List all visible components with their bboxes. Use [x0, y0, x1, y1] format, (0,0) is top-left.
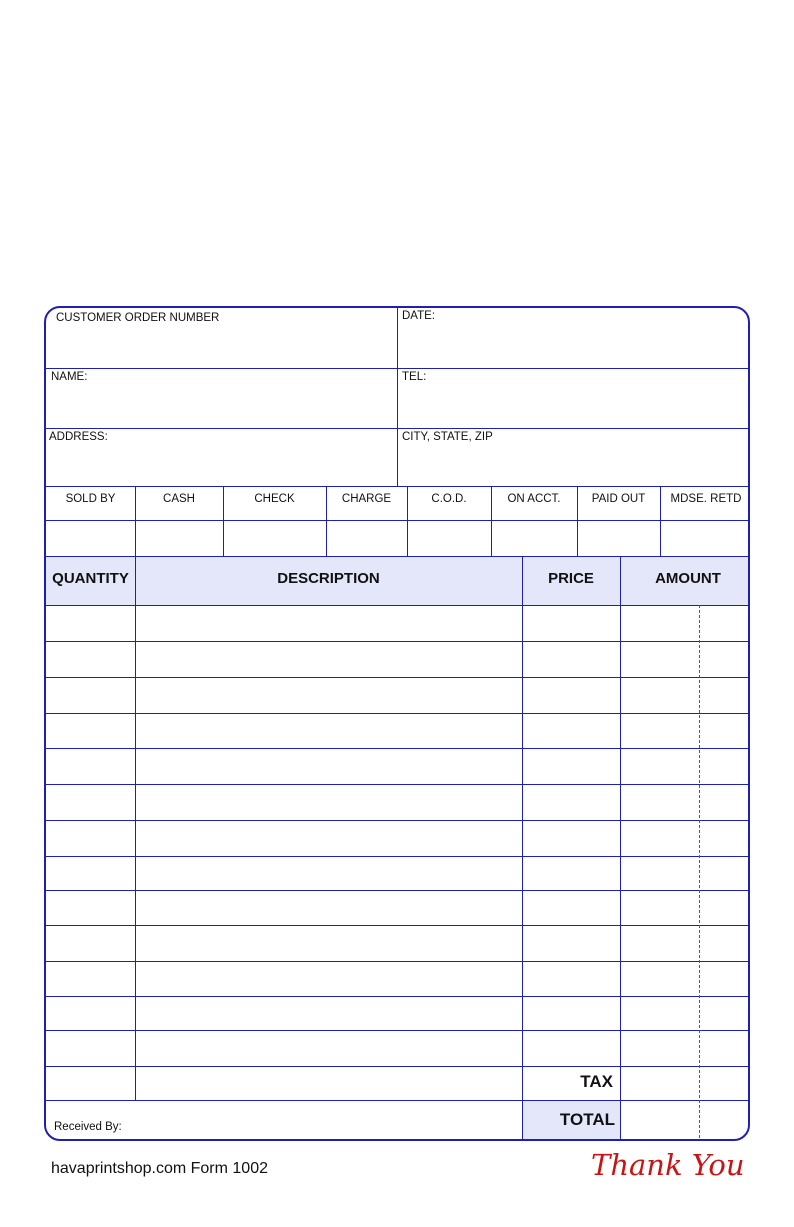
check-option: CHECK [254, 493, 295, 505]
table-row [46, 641, 748, 642]
amount-column-header: AMOUNT [655, 570, 721, 587]
table-row [46, 820, 748, 821]
total-label: TOTAL [559, 1110, 615, 1129]
table-row [46, 713, 748, 714]
description-column-header: DESCRIPTION [277, 570, 380, 587]
divider [491, 486, 492, 556]
table-row [46, 1066, 748, 1067]
received-by-label: Received By: [54, 1121, 122, 1133]
tax-label: TAX [580, 1072, 613, 1091]
divider [397, 308, 398, 486]
table-row [46, 1030, 748, 1031]
customer-order-number-label: CUSTOMER ORDER NUMBER [56, 312, 220, 324]
date-label: DATE: [402, 310, 436, 322]
merchandise-returned-option: MDSE. RETD [670, 493, 742, 505]
divider [46, 520, 748, 521]
divider [135, 557, 136, 1100]
divider [577, 486, 578, 556]
divider [135, 486, 136, 556]
on-account-option: ON ACCT. [507, 493, 561, 505]
divider [46, 486, 748, 487]
cod-option: C.O.D. [431, 493, 467, 505]
paid-out-option: PAID OUT [591, 493, 646, 505]
table-row [46, 996, 748, 997]
tel-label: TEL: [402, 371, 427, 383]
table-row [46, 784, 748, 785]
cents-divider [699, 605, 700, 1141]
divider [522, 557, 523, 1141]
divider [620, 557, 621, 1141]
divider [326, 486, 327, 556]
form-footer-text: havaprintshop.com Form 1002 [51, 1160, 268, 1177]
divider [223, 486, 224, 556]
table-row [46, 961, 748, 962]
price-column-header: PRICE [548, 570, 594, 587]
charge-option: CHARGE [341, 493, 392, 505]
city-state-zip-label: CITY, STATE, ZIP [402, 431, 493, 443]
name-label: NAME: [51, 371, 88, 383]
table-row [46, 748, 748, 749]
quantity-column-header: QUANTITY [52, 570, 129, 587]
table-row [46, 890, 748, 891]
cash-option: CASH [163, 493, 195, 505]
sold-by-label: SOLD BY [65, 493, 116, 505]
table-row [46, 925, 748, 926]
table-row [46, 1100, 748, 1101]
table-row [46, 677, 748, 678]
divider [660, 486, 661, 556]
divider [46, 605, 748, 606]
sales-order-form [44, 306, 750, 1141]
thank-you-text: Thank You [591, 1148, 745, 1182]
address-label: ADDRESS: [49, 431, 108, 443]
table-row [46, 856, 748, 857]
divider [407, 486, 408, 556]
